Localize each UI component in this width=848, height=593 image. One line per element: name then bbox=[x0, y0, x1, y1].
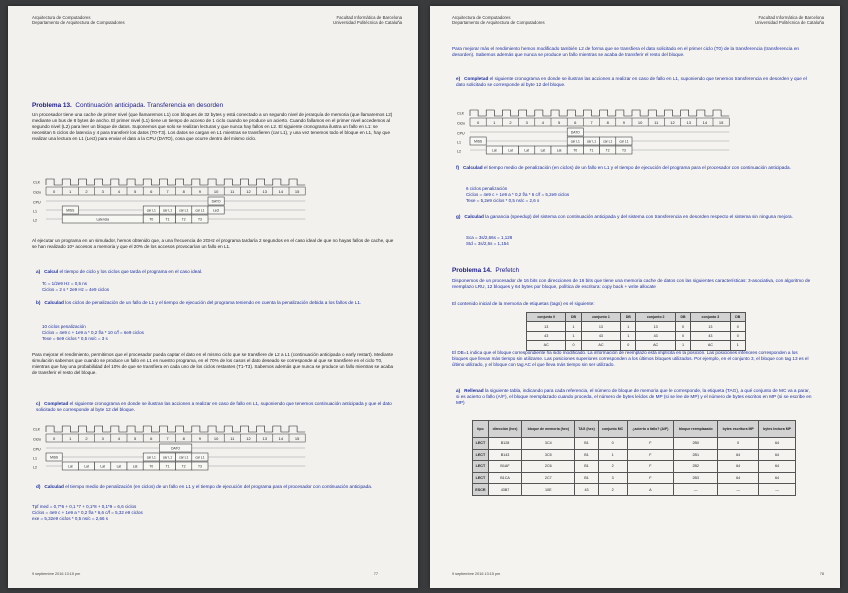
timing-box-label: DATO bbox=[211, 199, 221, 204]
question-a-text: el tiempo de ciclo y los ciclos que tarda el programa en el caso ideal. bbox=[59, 269, 203, 274]
paragraph-out-of-order: Para mejorar más el rendimiento hemos modificado también L2 de forma que se transfiera el dato solicitado en el primer ciclo (T0) de la transferencia (transferencia en desorden). Sabemos además que nunca se produce un fallo mientras se acaba de transferir el resto del bloque. bbox=[452, 46, 800, 58]
table-cell: 0 bbox=[718, 438, 759, 450]
table-cell: F bbox=[627, 472, 674, 484]
answer-g-line: Std = 3s/2,6s = 1,154 bbox=[466, 241, 509, 246]
question-d-text: el tiempo medio de penalización (en ciclos) de un fallo en L1 y el tiempo de ejecución del programa para el procesador con continuación anticipada. bbox=[65, 484, 373, 489]
table-cell: AC bbox=[581, 341, 620, 350]
cycle-number: 5 bbox=[133, 189, 137, 194]
row-label: L2 bbox=[33, 465, 37, 470]
problem-14-title bbox=[452, 267, 519, 274]
table-cell: 13 bbox=[691, 322, 730, 331]
table-cell: 0 bbox=[598, 438, 627, 450]
timing-box-label: car L1 bbox=[603, 139, 613, 144]
tag-memory-table bbox=[526, 312, 746, 351]
cycle-number: 15 bbox=[294, 436, 300, 441]
table-cell: 13 bbox=[527, 322, 566, 331]
cycle-number: 0 bbox=[52, 436, 56, 441]
cycle-number: 7 bbox=[166, 189, 169, 194]
timing-box-label: T3 bbox=[197, 217, 202, 222]
table-header-cell: conjunto 1 bbox=[581, 313, 620, 322]
right-header-faculty bbox=[755, 15, 824, 25]
paragraph-simulation: Al ejecutar un programa en un simulador, hemos obtenido que, a una frecuencia de 2GHz el programa tardaría 2 segundos en el caso ideal de que no hayas fallos de cache, que se han realizado 10⁹ accesos a memoria y que el 20% de los accesos provocarían un fallo en L1. bbox=[32, 238, 394, 250]
table-cell: 0 bbox=[675, 322, 690, 331]
table-cell: B1 bbox=[575, 449, 598, 461]
question-14a-label: a) bbox=[456, 388, 461, 393]
header-course-title: Arquitectura de Computadores bbox=[452, 15, 511, 20]
row-label: L1 bbox=[33, 209, 37, 214]
cycle-number: 7 bbox=[590, 120, 593, 125]
timing-box-label: Lat bbox=[524, 148, 529, 153]
row-label: L2 bbox=[33, 218, 37, 223]
table-cell: B1 bbox=[575, 438, 598, 450]
timing-box-label: car L1 bbox=[162, 208, 173, 213]
left-page-number: 77 bbox=[373, 572, 378, 576]
table-header-row bbox=[527, 313, 746, 322]
answer-d-line: exe = 5,32e9 ciclos * 0,5 ns/c = 2,66 s bbox=[32, 516, 109, 521]
timing-box-label: Lat bbox=[116, 464, 122, 469]
question-14a-verb: Rellenad bbox=[464, 388, 484, 393]
question-f bbox=[456, 165, 814, 171]
table-cell: 13 bbox=[581, 322, 620, 331]
table-cell: LECT bbox=[473, 461, 489, 473]
table-cell: B128 bbox=[488, 438, 521, 450]
table-cell: 64 bbox=[718, 461, 759, 473]
table-cell: LECT bbox=[473, 449, 489, 461]
answer-f-line: Texe = 5,2e9 ciclos * 0,5 ns/c = 2,6 s bbox=[466, 198, 540, 203]
timing-box-label: car L1 bbox=[179, 455, 189, 460]
timing-box-label: Lat bbox=[556, 148, 562, 153]
timing-box-label: T1 bbox=[589, 148, 594, 153]
table-cell: 10E bbox=[522, 484, 575, 496]
table-cell: 2 bbox=[598, 484, 627, 496]
question-c-verb: Completad bbox=[44, 401, 69, 406]
table-cell: AC bbox=[636, 341, 675, 350]
table-row bbox=[527, 341, 746, 350]
row-label: L1 bbox=[457, 140, 461, 145]
cycle-number: 7 bbox=[166, 436, 169, 441]
timing-box-label: T3 bbox=[621, 148, 626, 153]
table-cell: 1 bbox=[730, 341, 745, 350]
timing-box-label: car L1 bbox=[162, 455, 173, 460]
answer-d-line: Tpf med = 0,7*6 + 0,1 *7 + 0,1*8 + 0,1*9 = 6,6 ciclos bbox=[32, 504, 137, 509]
table-header-cell: conjunto MC bbox=[598, 421, 627, 438]
cycle-number: 6 bbox=[150, 436, 153, 441]
answer-b-line: 10 ciclos penalización bbox=[42, 324, 86, 329]
table-cell: 43B7 bbox=[488, 484, 521, 496]
timing-box-label: car L1 bbox=[586, 139, 597, 144]
question-d-label: d) bbox=[36, 484, 41, 489]
table-header-cell: bytes lectura MP bbox=[759, 421, 796, 438]
cycle-number: 13 bbox=[686, 120, 691, 125]
table-cell: B1 bbox=[575, 461, 598, 473]
question-g-verb: Calculad bbox=[464, 214, 484, 219]
table-cell: 0 bbox=[566, 341, 581, 350]
table-cell: ESCR bbox=[473, 484, 489, 496]
table-cell: 3C4 bbox=[522, 438, 575, 450]
clock-waveform bbox=[46, 179, 305, 185]
table-header-cell: DB bbox=[730, 313, 745, 322]
table-cell: — bbox=[718, 484, 759, 496]
cycle-number: 3 bbox=[101, 189, 104, 194]
cycle-number: 10 bbox=[213, 189, 219, 194]
left-page bbox=[8, 6, 418, 588]
cycle-number: 1 bbox=[69, 436, 72, 441]
question-c bbox=[36, 401, 394, 413]
timing-box-label: car L1 bbox=[146, 455, 156, 460]
cycle-number: 6 bbox=[574, 120, 577, 125]
timing-box-label: T3 bbox=[197, 464, 202, 469]
left-header-faculty bbox=[333, 15, 402, 25]
table-cell: 2B3 bbox=[674, 472, 718, 484]
table-header-cell: DB bbox=[621, 313, 636, 322]
cycle-number: 2 bbox=[85, 189, 88, 194]
timing-box-label: car L1 bbox=[179, 208, 189, 213]
table-cell: 0 bbox=[621, 341, 636, 350]
question-e-label: e) bbox=[456, 76, 461, 81]
timing-box-label: T0 bbox=[573, 148, 578, 153]
table-cell: F bbox=[627, 461, 674, 473]
cycle-number: 8 bbox=[182, 436, 185, 441]
table-cell: 3 bbox=[598, 472, 627, 484]
timing-box-label: T2 bbox=[181, 464, 186, 469]
cycle-number: 13 bbox=[262, 189, 267, 194]
cycle-number: 14 bbox=[278, 436, 284, 441]
answer-g-line: Sca = 3s/2,66s = 1,128 bbox=[466, 235, 513, 240]
question-b bbox=[36, 300, 394, 306]
timing-box-label: Latencia bbox=[96, 217, 109, 222]
table-cell: 0 bbox=[730, 322, 745, 331]
table-header-cell: TAG (hex) bbox=[575, 421, 598, 438]
table-cell: 43 bbox=[575, 484, 598, 496]
left-header-course bbox=[32, 15, 125, 25]
problem-subtitle: Prefetch bbox=[495, 267, 520, 274]
timing-box-label: MISS bbox=[474, 139, 483, 144]
question-c-label: c) bbox=[36, 401, 41, 406]
table-header-cell: conjunto 2 bbox=[636, 313, 675, 322]
timing-box-label: car L1 bbox=[195, 455, 205, 460]
cycle-number: 15 bbox=[718, 120, 724, 125]
question-f-verb: Calculad bbox=[463, 165, 483, 170]
table-cell: 1 bbox=[621, 331, 636, 340]
row-label: CLK bbox=[457, 111, 464, 116]
question-g-label: g) bbox=[456, 214, 461, 219]
question-a-verb: Calcul bbox=[44, 269, 59, 274]
table-cell: 1 bbox=[598, 449, 627, 461]
row-label: CPU bbox=[33, 447, 41, 452]
table-cell: 3C5 bbox=[522, 449, 575, 461]
row-label: CPU bbox=[33, 200, 41, 205]
timing-box-label: DATO bbox=[570, 130, 580, 135]
table-cell: AC bbox=[527, 341, 566, 350]
timing-box-label: MISS bbox=[66, 208, 75, 213]
table-header-cell: ¿acierto o fallo? (A/F) bbox=[627, 421, 674, 438]
timing-box-label: Lat bbox=[100, 464, 105, 469]
cycle-number: 3 bbox=[101, 436, 104, 441]
cycle-number: 9 bbox=[622, 120, 626, 125]
answer-a bbox=[42, 281, 109, 293]
table-cell: — bbox=[674, 484, 718, 496]
cycle-number: 10 bbox=[637, 120, 643, 125]
table-cell: 1 bbox=[675, 341, 690, 350]
timing-box-label: car L1 bbox=[619, 139, 629, 144]
answer-f-line: Ciclos = 4e9 c + 1e9 a * 0,2 f/a * 6 c/f = 5,2e9 ciclos bbox=[466, 192, 570, 197]
question-g bbox=[456, 214, 814, 220]
right-header-course bbox=[452, 15, 545, 25]
paragraph-early-restart: Para mejorar el rendimiento, permitimos que el procesador pueda captar el dato en el mismo ciclo que se transfiere de L2 a L1 (continuación anticipada o early restart). Mediante simulación sabemos que cuando se produce un fallo en L1 en nuestro programa, en el 70% de los casos el dato deseado se corresponde al que se transfiere en el ciclo T0, mientras que hay una probabilidad del 10% de que se transfiera en cada uno de los ciclos restantes (T1-T3). Sabemos además que nunca se produce un fallo mientras se acaba de transferir el resto del bloque. bbox=[32, 352, 394, 376]
timing-chart-1 bbox=[32, 177, 312, 233]
timing-box-label: Lat bbox=[84, 464, 89, 469]
question-f-label: f) bbox=[456, 165, 460, 170]
timing-box-label: MISS bbox=[50, 455, 59, 460]
table-cell: B143 bbox=[488, 449, 521, 461]
answer-a-line: Ciclos = 2 s * 2e9 Hz = 4e9 ciclos bbox=[42, 287, 110, 292]
table-cell: 43 bbox=[636, 331, 675, 340]
question-d-verb: Calculad bbox=[44, 484, 64, 489]
cycle-number: 3 bbox=[525, 120, 528, 125]
cycle-number: 14 bbox=[278, 189, 284, 194]
table-cell: 2C7 bbox=[522, 472, 575, 484]
right-page-number: 78 bbox=[819, 572, 824, 576]
problem-13-intro: Un procesador tiene una cache de primer nivel (que llamaremos L1) con bloques de 32 bytes y está conectado a un segundo nivel de jerarquía de memoria (que llamaremos L2) mediante un bus de 8 bytes de ancho. El primer nivel (L1) tiene un tiempo de acceso de 1 ciclo cuando se produce un acierto. Cuando fallamos en el primer nivel accedemos al segundo nivel (L2) para leer un bloque de datos. Suponemos que solo se realizan lecturas y que nunca hay fallos en L2. El siguiente cronograma ilustra un fallo en L1: se necesitan 5 ciclos de latencia y 4 para transferir los datos (T0-T3). Los datos se cargan en L1 mientras se transfieren (car L1), y una vez tenemos todo el bloque en L1, hay que realizar una lectura en L1 (Lect) para enviar el dato a la CPU (DATO), cosa que ocurre dentro del mismo ciclo. bbox=[32, 112, 393, 142]
clock-waveform bbox=[470, 110, 729, 116]
timing-box-label: T0 bbox=[149, 464, 154, 469]
cycle-number: 0 bbox=[52, 189, 56, 194]
table-row bbox=[473, 461, 796, 473]
table-cell: F bbox=[627, 449, 674, 461]
paragraph-db: El DB=1 indica que el bloque correspondiente ha sido modificado. La información de reemplazo está implícita en la posición. Las posiciones inferiores corresponden a los bloques que llevan más tiempo sin utilizarse. Las posiciones superiores corresponden a los últimos bloques utilizados. Por ejemplo, en el conjunto 3, el bloque con tag 13 es el último utilizado, y el bloque con tag AC el que lleva más tiempo sin ser utilizado. bbox=[452, 350, 809, 368]
table-header-cell: conjunto 0 bbox=[527, 313, 566, 322]
cycle-number: 11 bbox=[654, 120, 659, 125]
table-cell: 2B0 bbox=[674, 438, 718, 450]
answer-b bbox=[42, 324, 144, 342]
question-e-text: el siguiente cronograma en donde se ilustran las acciones a realizar en caso de fallo en L1, suponiendo que tenemos transferencia en desorden y que el dato solicitado se corresponde al byte 12 del bloque. bbox=[456, 76, 807, 88]
table-cell: 64 bbox=[759, 461, 796, 473]
clock-waveform bbox=[46, 426, 305, 432]
timing-box-label: DATO bbox=[171, 446, 181, 451]
cycle-number: 2 bbox=[509, 120, 512, 125]
cycle-number: 11 bbox=[230, 189, 235, 194]
cycle-number: 15 bbox=[294, 189, 300, 194]
cycle-number: 4 bbox=[117, 436, 121, 441]
question-d bbox=[36, 484, 394, 490]
question-c-text: el siguiente cronograma en donde se ilustran las acciones a realizar en caso de fallo en L1, suponiendo que tenemos continuación anticipada y que el dato solicitado se corresponde al byte 12 del bloque. bbox=[36, 401, 392, 413]
row-label: Ciclo bbox=[33, 437, 41, 442]
cycle-number: 10 bbox=[213, 436, 219, 441]
table-header-cell: DB bbox=[566, 313, 581, 322]
timing-box-label: Lat bbox=[508, 148, 513, 153]
table-header-cell: conjunto 3 bbox=[691, 313, 730, 322]
timing-box-label: T0 bbox=[149, 217, 154, 222]
header-course-title: Arquitectura de Computadores bbox=[32, 15, 91, 20]
row-label: Ciclo bbox=[457, 121, 465, 126]
table-cell: LECT bbox=[473, 438, 489, 450]
table-header-cell: bloque reemplazado bbox=[674, 421, 718, 438]
table-cell: 64 bbox=[718, 472, 759, 484]
answer-b-line: Ciclos = 4e9 c + 1e9 a * 0,2 f/a * 10 c/f = 6e9 ciclos bbox=[42, 330, 144, 335]
table-cell: A bbox=[627, 484, 674, 496]
problem-13-title bbox=[32, 102, 223, 109]
table-header-cell: tipo bbox=[473, 421, 489, 438]
timing-chart-svg bbox=[32, 177, 312, 233]
table-cell: 64 bbox=[718, 449, 759, 461]
timing-box-label: Lat bbox=[492, 148, 497, 153]
table-cell: 0 bbox=[675, 331, 690, 340]
right-page bbox=[430, 6, 840, 588]
question-14a bbox=[456, 388, 814, 406]
cycle-number: 12 bbox=[246, 436, 251, 441]
table-cell: AC bbox=[691, 341, 730, 350]
table-cell: 43 bbox=[691, 331, 730, 340]
header-faculty: Facultad Informática de Barcelona bbox=[336, 15, 402, 20]
question-f-text: el tiempo medio de penalización (en ciclos) de un fallo en L1 y el tiempo de ejecución del programa para el procesador con continuación anticipada. bbox=[483, 165, 791, 170]
answer-d bbox=[32, 504, 143, 522]
cycle-number: 4 bbox=[541, 120, 545, 125]
table-cell: B1CA bbox=[488, 472, 521, 484]
problem-number: Problema 13. bbox=[32, 102, 72, 109]
table-cell: 64 bbox=[759, 472, 796, 484]
timing-box-label: car L1 bbox=[146, 208, 156, 213]
cycle-number: 1 bbox=[493, 120, 496, 125]
header-university: Universidad Politécnica de Cataluña bbox=[754, 20, 824, 26]
table-cell: 1 bbox=[621, 322, 636, 331]
cycle-number: 8 bbox=[182, 189, 185, 194]
problem-number: Problema 14. bbox=[452, 267, 492, 274]
table-header-cell: dirección (hex) bbox=[488, 421, 521, 438]
references-table bbox=[472, 420, 796, 496]
timing-chart-svg bbox=[456, 108, 736, 164]
row-label: CLK bbox=[33, 427, 40, 432]
timing-box-label: car L1 bbox=[570, 139, 580, 144]
cycle-number: 2 bbox=[85, 436, 88, 441]
timing-box-label: car L1 bbox=[195, 208, 205, 213]
problem-subtitle: Continuación anticipada. Transferencia en desorden bbox=[75, 102, 224, 109]
timing-chart-svg bbox=[32, 424, 312, 480]
table-row bbox=[473, 484, 796, 496]
question-b-label: b) bbox=[36, 300, 41, 305]
question-e-verb: Completad bbox=[464, 76, 489, 81]
answer-d-line: Ciclos = 4e9 c + 1e9 a * 0,2 f/a * 6,6 c/f = 5,32 e9 ciclos bbox=[32, 510, 143, 515]
cycle-number: 12 bbox=[246, 189, 251, 194]
answer-a-line: Tc = 1/2e9 Hz = 0,5 ns bbox=[42, 281, 88, 286]
right-footer-date: 9 septiembre 2016 13:15 pm bbox=[452, 572, 501, 576]
table-cell: 0 bbox=[730, 331, 745, 340]
timing-box-label: T1 bbox=[165, 464, 170, 469]
header-department: Departamento de Arquitectura de Computadores bbox=[32, 20, 125, 26]
table-cell: B1 bbox=[575, 472, 598, 484]
timing-box-label: T2 bbox=[181, 217, 186, 222]
table-cell: 43 bbox=[581, 331, 620, 340]
table-cell: LECT bbox=[473, 472, 489, 484]
cycle-number: 4 bbox=[117, 189, 121, 194]
table-row bbox=[527, 322, 746, 331]
cycle-number: 13 bbox=[262, 436, 267, 441]
row-label: CLK bbox=[33, 180, 40, 185]
cycle-number: 5 bbox=[557, 120, 561, 125]
timing-box-label: Lat bbox=[132, 464, 138, 469]
timing-box-label: Lat bbox=[68, 464, 73, 469]
cycle-number: 12 bbox=[670, 120, 675, 125]
timing-box-label: Lect bbox=[212, 208, 220, 213]
cycle-number: 9 bbox=[198, 189, 202, 194]
table-cell: 64 bbox=[759, 449, 796, 461]
timing-chart-3 bbox=[456, 108, 736, 164]
table-header-cell: DB bbox=[675, 313, 690, 322]
cycle-number: 6 bbox=[150, 189, 153, 194]
answer-f bbox=[466, 186, 569, 204]
cycle-number: 0 bbox=[476, 120, 480, 125]
cycle-number: 11 bbox=[230, 436, 235, 441]
table-header-cell: bloque de memoria (hex) bbox=[522, 421, 575, 438]
row-label: L2 bbox=[457, 149, 461, 154]
timing-chart-2 bbox=[32, 424, 312, 480]
timing-box-label: Lat bbox=[540, 148, 546, 153]
table-cell: B1AF bbox=[488, 461, 521, 473]
table-cell: 2 bbox=[598, 461, 627, 473]
timing-box-label: T2 bbox=[605, 148, 610, 153]
question-14a-text: la siguiente tabla, indicando para cada referencia, el número de bloque de memoria que le corresponde, la etiqueta (TAG), a qué conjunto de MC va a parar, si es acierto o fallo (A/F), el bloque reemplazado cuando proceda, el número de bytes leídos de MP (si se lee de MP) y el número de bytes escritos en MP (si se escribe en MP) bbox=[456, 388, 812, 406]
question-g-text: la ganancia (speedup) del sistema con continuación anticipada y del sistema con transferencia en desorden respecto el sistema sin ninguna mejora. bbox=[485, 214, 793, 219]
table-cell: 2B1 bbox=[674, 449, 718, 461]
table-row bbox=[527, 331, 746, 340]
table-cell: 1 bbox=[566, 331, 581, 340]
timing-box-label: T1 bbox=[165, 217, 170, 222]
table-row bbox=[473, 449, 796, 461]
question-b-text: los ciclos de penalización de un fallo de L1 y el tiempo de ejecución del programa teniendo en cuenta la penalización debida a los fallos de L1. bbox=[65, 300, 362, 305]
header-department: Departamento de Arquitectura de Computadores bbox=[452, 20, 545, 26]
row-label: L1 bbox=[33, 456, 37, 461]
table-cell: 43 bbox=[527, 331, 566, 340]
answer-b-line: Texe = 6e9 ciclos * 0,5 ns/c = 3 s bbox=[42, 336, 108, 341]
table-cell: 2C6 bbox=[522, 461, 575, 473]
cycle-number: 8 bbox=[606, 120, 609, 125]
table-header-cell: bytes escritura MP bbox=[718, 421, 759, 438]
question-a-label: a) bbox=[36, 269, 41, 274]
cycle-number: 5 bbox=[133, 436, 137, 441]
header-faculty: Facultad Informática de Barcelona bbox=[758, 15, 824, 20]
table-row bbox=[473, 472, 796, 484]
table-cell: 64 bbox=[759, 438, 796, 450]
cycle-number: 14 bbox=[702, 120, 708, 125]
tags-intro: El contenido inicial de la memoria de etiquetas (tags) es el siguiente: bbox=[452, 301, 595, 306]
header-university: Universidad Politécnica de Cataluña bbox=[332, 20, 402, 26]
table-cell: 13 bbox=[636, 322, 675, 331]
table-cell: 1 bbox=[566, 322, 581, 331]
answer-f-line: 6 ciclos penalización bbox=[466, 186, 508, 191]
row-label: Ciclo bbox=[33, 190, 41, 195]
question-b-verb: Calculad bbox=[44, 300, 64, 305]
answer-g bbox=[466, 235, 512, 247]
question-a bbox=[36, 269, 394, 275]
table-cell: F bbox=[627, 438, 674, 450]
table-cell: — bbox=[759, 484, 796, 496]
problem-14-intro: Disponemos de un procesador de 16 bits con direcciones de 16 bits que tiene una memoria cache de datos con las siguientes características: 3-asociativa, con algoritmo de reemplazo LRU, 12 bloques y 64 bytes por bloque, política de escritura: copy back + write allocate bbox=[452, 278, 811, 290]
table-row bbox=[473, 438, 796, 450]
cycle-number: 1 bbox=[69, 189, 72, 194]
table-header-row bbox=[473, 421, 796, 438]
question-e bbox=[456, 76, 814, 88]
row-label: CPU bbox=[457, 131, 465, 136]
table-cell: 2B2 bbox=[674, 461, 718, 473]
cycle-number: 9 bbox=[198, 436, 202, 441]
left-footer-date: 9 septiembre 2016 13:15 pm bbox=[32, 572, 81, 576]
